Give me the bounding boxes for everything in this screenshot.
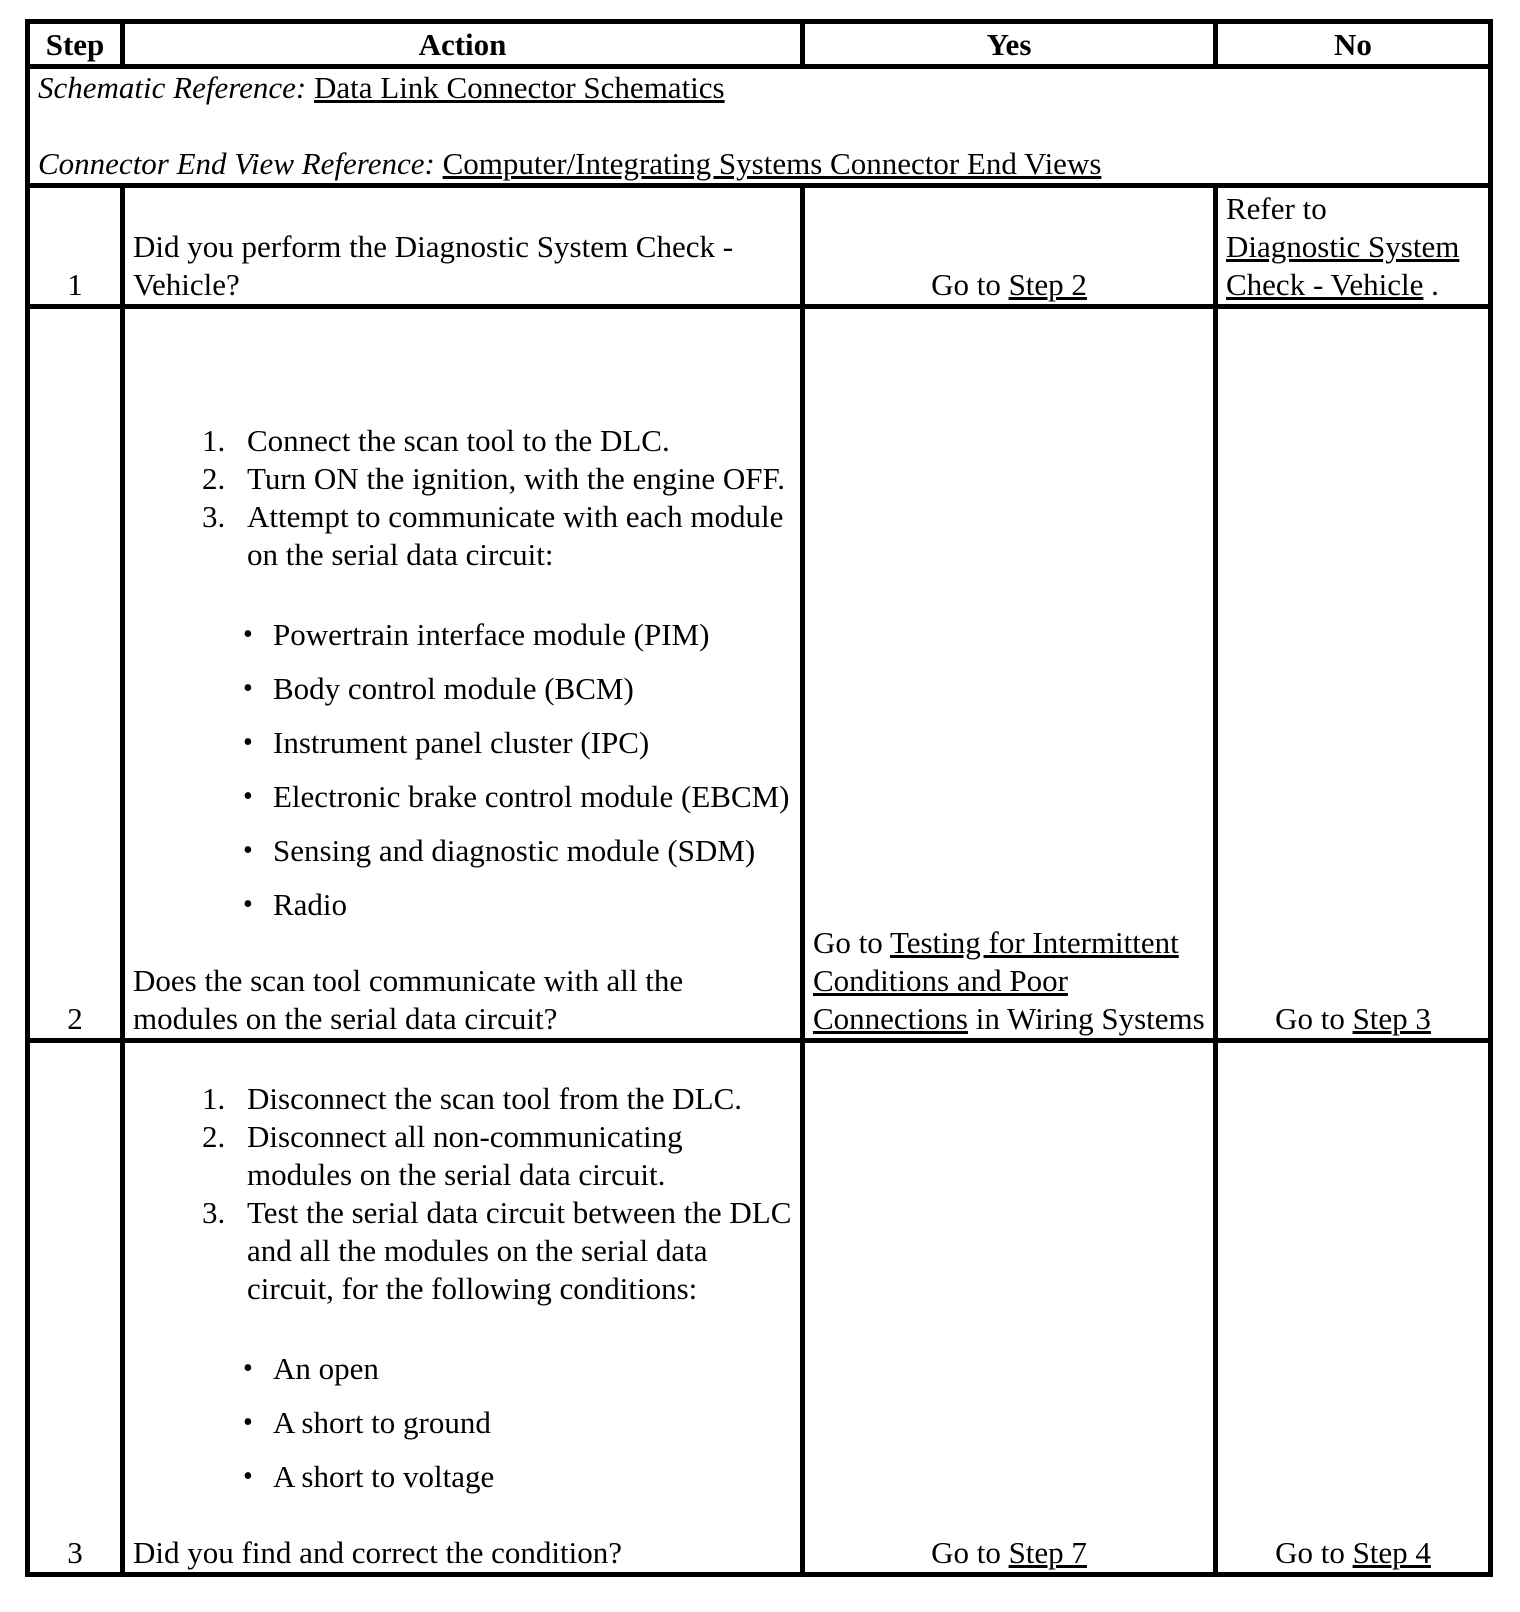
yes-cell	[803, 1041, 1216, 1575]
no-prefix: Go to	[1275, 1001, 1353, 1036]
action-steps	[133, 1080, 792, 1308]
header-row	[28, 22, 1491, 67]
action-step: 3. Attempt to communicate with each module on the serial data circuit:	[233, 498, 792, 574]
step-number: 1	[28, 186, 123, 307]
header-yes: Yes	[803, 22, 1216, 67]
no-link[interactable]: Diagnostic System Check - Vehicle	[1226, 229, 1460, 302]
no-cell	[1216, 186, 1491, 307]
action-steps	[133, 422, 792, 574]
no-prefix: Refer to	[1226, 191, 1327, 226]
action-cell	[123, 186, 803, 307]
list-item: • A short to ground	[245, 1404, 792, 1442]
yes-suffix: in Wiring Systems	[968, 1001, 1205, 1036]
header-action: Action	[123, 22, 803, 67]
no-cell	[1216, 307, 1491, 1041]
no-suffix: .	[1423, 267, 1439, 302]
list-item: • Powertrain interface module (PIM)	[245, 616, 792, 654]
no-prefix: Go to	[1275, 1535, 1353, 1570]
step-number: 3	[28, 1041, 123, 1575]
condition-list	[133, 1350, 792, 1496]
step-row-3	[28, 1041, 1491, 1575]
no-cell	[1216, 1041, 1491, 1575]
action-step: 1. Connect the scan tool to the DLC.	[233, 422, 792, 460]
action-question: Does the scan tool communicate with all the modules on the serial data circuit?	[133, 963, 684, 1036]
list-item: • Radio	[245, 886, 792, 924]
action-step: 1. Disconnect the scan tool from the DLC.	[233, 1080, 792, 1118]
list-item: • Sensing and diagnostic module (SDM)	[245, 832, 792, 870]
yes-cell	[803, 186, 1216, 307]
yes-prefix: Go to	[931, 267, 1009, 302]
diagnostic-table	[25, 19, 1493, 1577]
no-link[interactable]: Step 4	[1352, 1535, 1431, 1570]
action-step: 2. Disconnect all non-communicating modules on the serial data circuit.	[233, 1118, 792, 1194]
connector-reference-link[interactable]: Computer/Integrating Systems Connector End Views	[442, 146, 1102, 181]
yes-prefix: Go to	[931, 1535, 1009, 1570]
action-step: 2. Turn ON the ignition, with the engine OFF.	[233, 460, 792, 498]
list-item: • Instrument panel cluster (IPC)	[245, 724, 792, 762]
yes-link[interactable]: Testing for Intermittent Conditions and Poor Connections	[813, 925, 1179, 1036]
step-row-1	[28, 186, 1491, 307]
action-cell	[123, 1041, 803, 1575]
list-item: • Body control module (BCM)	[245, 670, 792, 708]
list-item: • A short to voltage	[245, 1458, 792, 1496]
step-number: 2	[28, 307, 123, 1041]
reference-cell	[28, 67, 1491, 186]
step-row-2	[28, 307, 1491, 1041]
list-item: • An open	[245, 1350, 792, 1388]
schematic-reference-label: Schematic Reference:	[38, 70, 307, 105]
action-cell	[123, 307, 803, 1041]
connector-reference-label: Connector End View Reference:	[38, 146, 435, 181]
header-step: Step	[28, 22, 123, 67]
action-question: Did you perform the Diagnostic System Check - Vehicle?	[133, 229, 734, 302]
yes-link[interactable]: Step 2	[1008, 267, 1087, 302]
reference-row	[28, 67, 1491, 186]
header-no: No	[1216, 22, 1491, 67]
schematic-reference-link[interactable]: Data Link Connector Schematics	[313, 70, 725, 105]
action-step: 3. Test the serial data circuit between the DLC and all the modules on the serial data circuit, for the following conditions:	[233, 1194, 792, 1308]
action-question: Did you find and correct the condition?	[133, 1535, 622, 1570]
list-item: • Electronic brake control module (EBCM)	[245, 778, 792, 816]
no-link[interactable]: Step 3	[1352, 1001, 1431, 1036]
module-list	[133, 616, 792, 924]
yes-link[interactable]: Step 7	[1008, 1535, 1087, 1570]
yes-prefix: Go to	[813, 925, 890, 960]
yes-cell	[803, 307, 1216, 1041]
